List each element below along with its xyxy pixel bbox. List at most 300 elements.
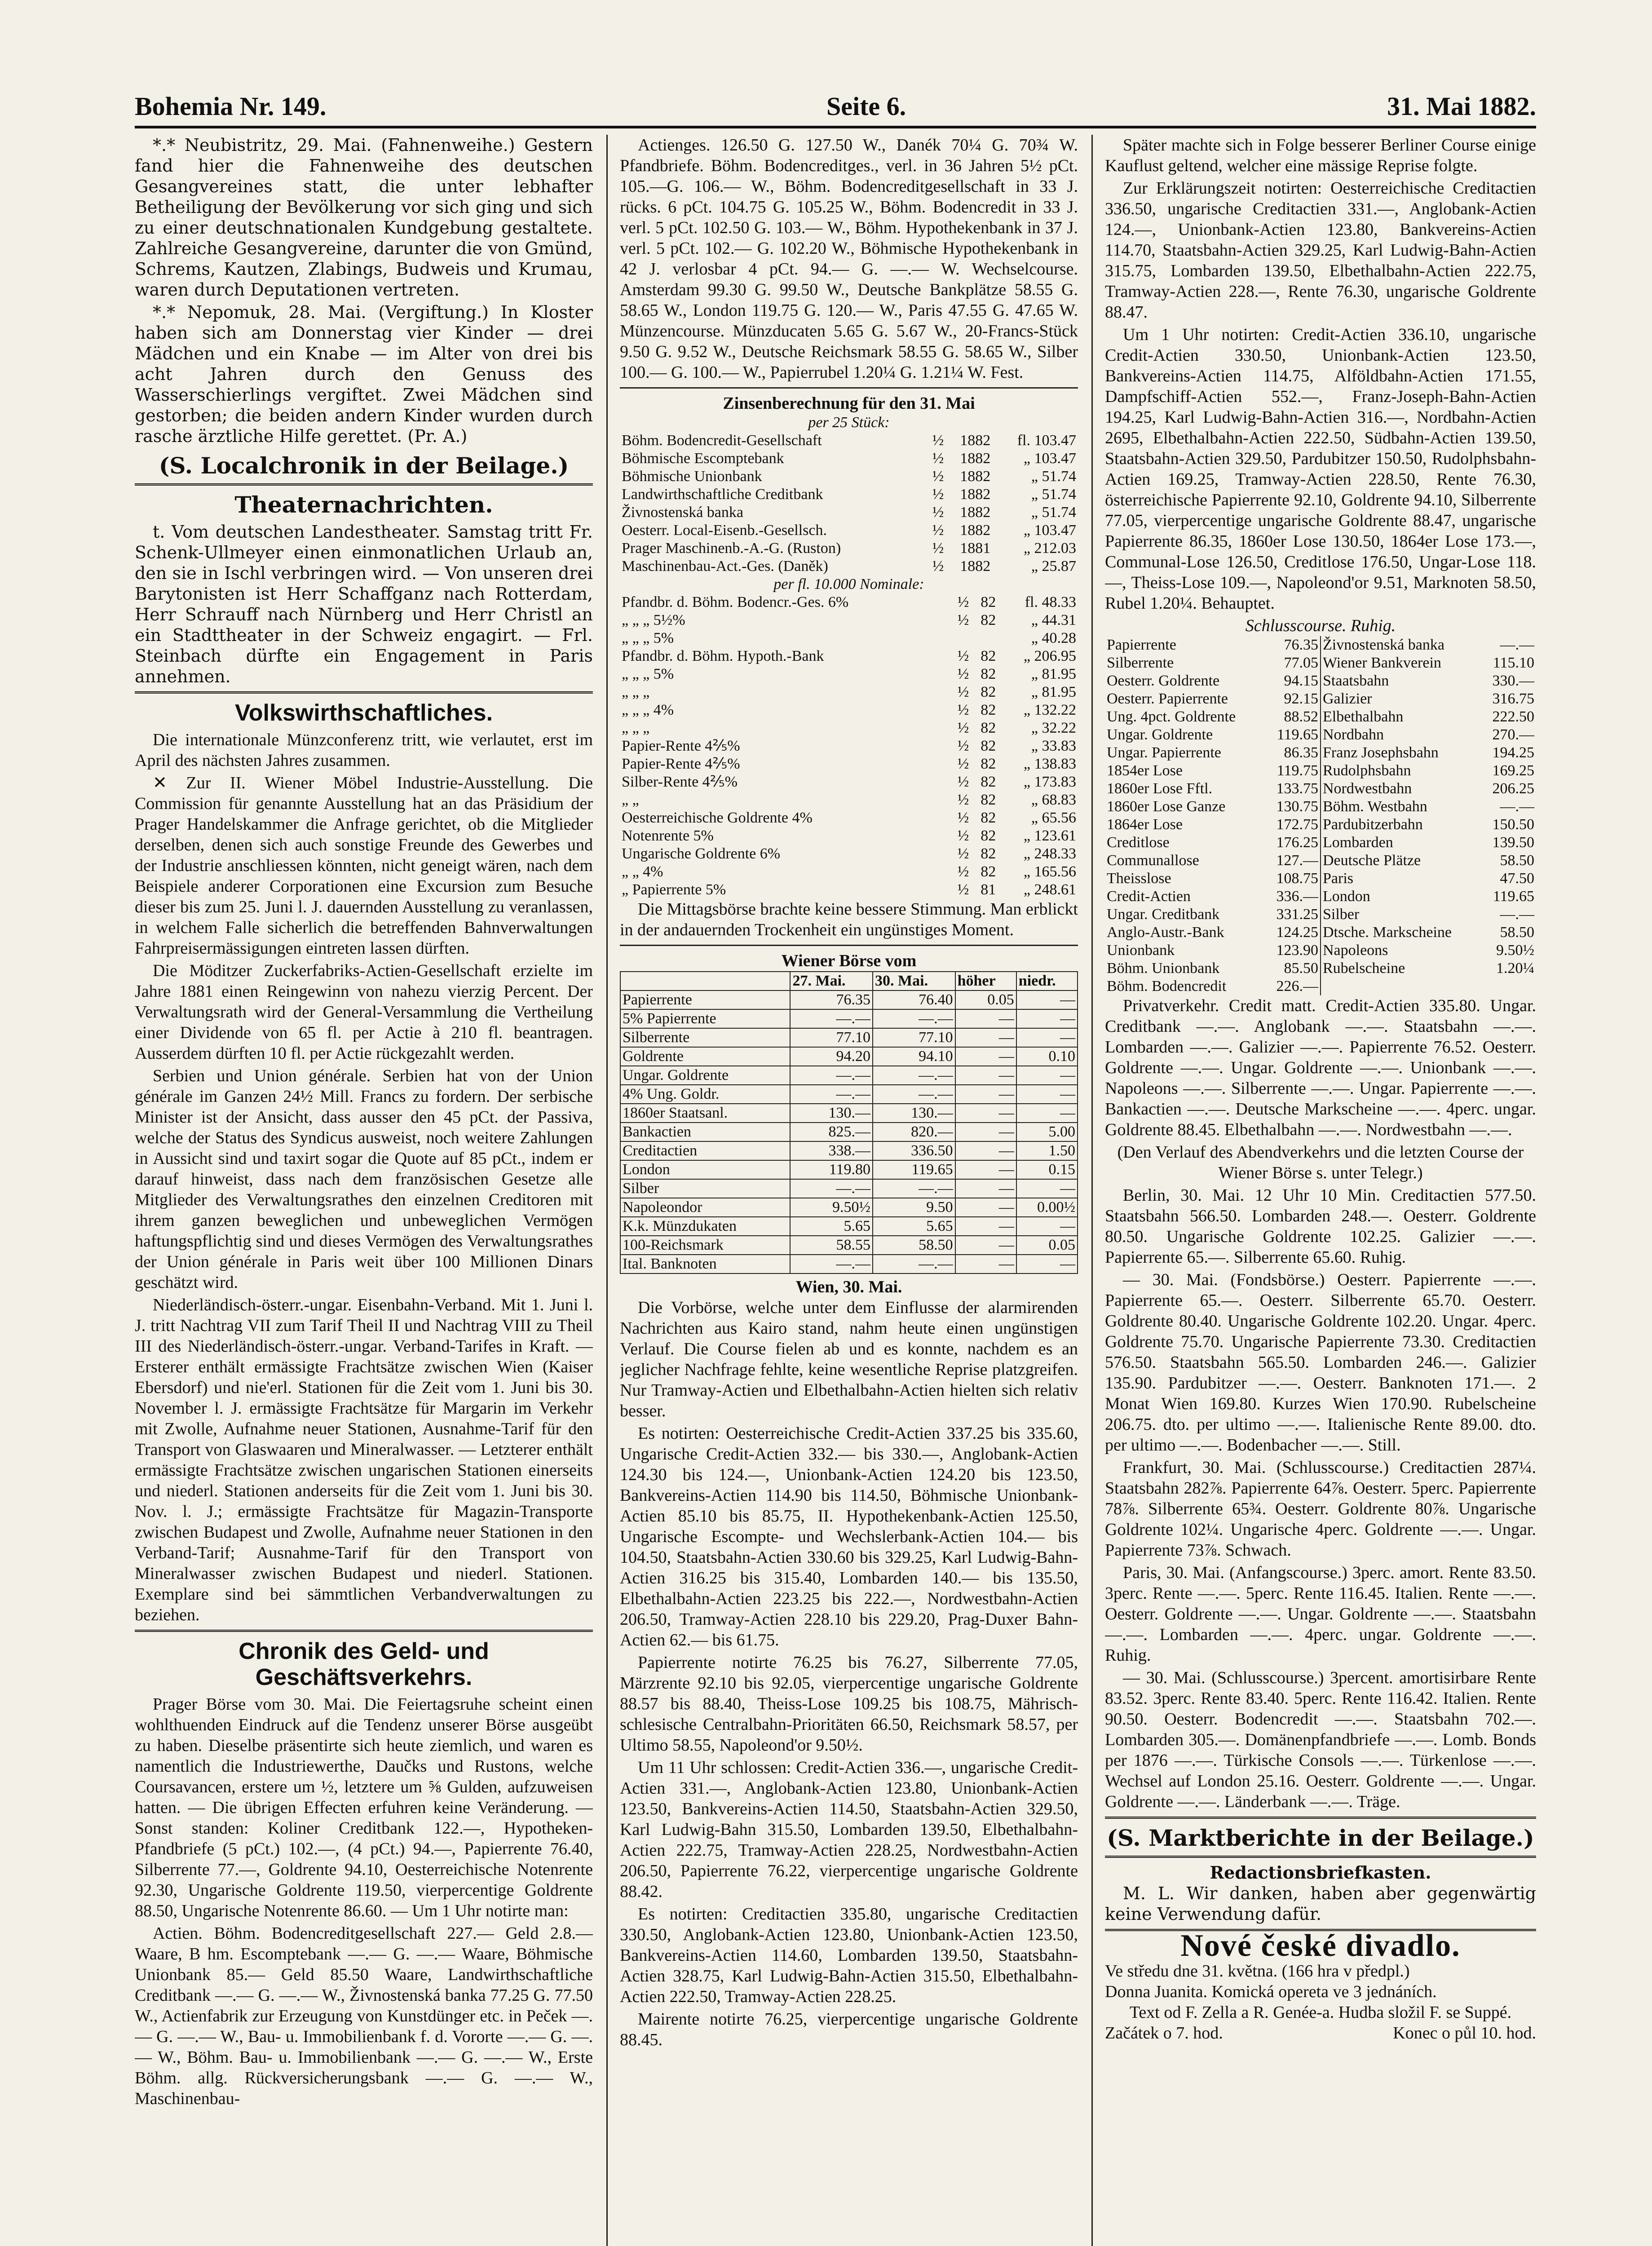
table-row xyxy=(620,1066,1078,1085)
theatre-ad-line: Donna Juanita. Komická opereta ve 3 jednáních. xyxy=(1105,1982,1437,2001)
table-cell: Silberrente xyxy=(1107,654,1174,671)
table-cell: 119.65 xyxy=(873,1160,955,1179)
table-cell: 130.— xyxy=(873,1104,955,1123)
table-cell: ½ xyxy=(957,666,969,682)
table-cell: 108.75 xyxy=(1265,870,1321,888)
table-cell: 130.— xyxy=(790,1104,873,1123)
table-cell: 5.65 xyxy=(790,1217,873,1236)
table-cell: 9.50½ xyxy=(790,1198,873,1217)
table-cell: Oesterr. Local-Eisenb.-Gesellsch. xyxy=(622,522,827,539)
table-cell: 82 xyxy=(981,684,996,700)
berlin-text: Berlin, 30. Mai. 12 Uhr 10 Min. Creditactien 577.50. Staatsbahn 566.50. Lombarden 248.—. Oesterr. Goldrente 80.50. Ungarische Goldrente 102.25. Galizier —.—. Papierrente 65.—. Silberrente 65.60. Ruhig. xyxy=(1105,1186,1536,1267)
table-cell: — xyxy=(955,1028,1016,1047)
table-cell: 150.50 xyxy=(1492,816,1534,833)
table-row xyxy=(1105,708,1536,726)
table-cell: 1860er Staatsanl. xyxy=(620,1104,790,1123)
table-row xyxy=(620,1236,1078,1255)
column-1 xyxy=(135,135,593,2246)
table-cell: — xyxy=(955,1141,1016,1160)
zinsen-row xyxy=(620,611,1078,629)
table-row xyxy=(620,1179,1078,1198)
table-cell: Papier-Rente 4⅖% xyxy=(622,738,740,754)
table-cell: 94.15 xyxy=(1265,672,1321,690)
table-cell: ½ xyxy=(932,432,944,449)
table-row xyxy=(1105,942,1536,959)
table-cell: Wiener Bankverein xyxy=(1323,654,1441,671)
table-row xyxy=(1105,852,1536,870)
table-cell: ½ xyxy=(932,504,944,521)
boerse-paragraph: Zur Erklärungszeit notirten: Oesterreichische Creditactien 336.50, ungarische Creditactien 331.—, Anglobank-Actien 124.—, Unionbank-Actien 123.80, Bankvereins-Actien 114.70, Staatsbahn-Actien 329.25, Karl Ludwig-Bahn-Actien 315.75, Lombarden 139.50, Elbethalbahn-Actien 222.75, Tramway-Actien 228.—, Rente 76.30, ungarische Goldrente 88.47. xyxy=(1105,179,1536,322)
theater-text: t. Vom deutschen Landestheater. Samstag tritt Fr. Schenk-Ullmeyer einen einmonatlichen Urlaub an, den sie in Ischl verbringen wird. — Von unseren drei Barytonisten ist Herr Schaffganz nach Rotterdam, Herr Schrauff nach Nürnberg und Herr Christl an ein Stadttheater in der Schweiz engagirt. — Frl. Steinbach dürfte ein Engagement in Paris annehmen. xyxy=(135,522,593,686)
table-cell: London xyxy=(620,1160,790,1179)
table-cell: „ 165.56 xyxy=(1023,863,1076,880)
table-cell: Staatsbahn xyxy=(1323,672,1389,689)
table-row xyxy=(1105,959,1536,977)
markt-ref: (S. Marktberichte in der Beilage.) xyxy=(1107,1825,1534,1851)
table-row xyxy=(1105,870,1536,888)
table-cell: — xyxy=(955,1160,1016,1179)
table-row xyxy=(620,1198,1078,1217)
wien-paragraph: Es notirten: Creditactien 335.80, ungarische Creditactien 330.50, Anglobank-Actien 123.80, Unionbank-Actien 123.50, Bankvereins-Actien 114.60, Lombarden 139.50, Staatsbahn-Actien 328.75, Karl Ludwig-Bahn-Actien 315.50, Elbethalbahn-Actien 222.50, Tramway-Actien 228.25. xyxy=(620,1905,1078,2006)
table-cell: 1860er Lose Fftl. xyxy=(1107,780,1213,797)
table-row xyxy=(1105,672,1536,690)
table-cell: 76.35 xyxy=(790,990,873,1009)
table-cell: ½ xyxy=(957,738,969,754)
table-cell: Papier-Rente 4⅖% xyxy=(622,756,740,772)
table-row xyxy=(620,1009,1078,1028)
table-cell: 94.20 xyxy=(790,1047,873,1066)
table-cell: 1882 xyxy=(960,468,991,485)
table-cell: 9.50½ xyxy=(1496,942,1534,959)
table-cell: — xyxy=(1016,1028,1078,1047)
table-row xyxy=(1105,726,1536,744)
table-cell: Credit-Actien xyxy=(1107,888,1191,905)
table-cell: Böhm. Westbahn xyxy=(1323,798,1427,815)
table-cell: Theisslose xyxy=(1107,870,1171,887)
table-cell: „ 51.74 xyxy=(1031,486,1076,503)
zinsen-row xyxy=(620,450,1078,468)
table-cell: „ „ „ 5% xyxy=(622,666,674,682)
table-cell: Pfandbr. d. Böhm. Hypoth.-Bank xyxy=(622,648,824,664)
table-cell: 123.90 xyxy=(1265,942,1321,959)
table-row xyxy=(1105,906,1536,924)
table-cell: Rubelscheine xyxy=(1323,960,1405,977)
table-cell: „ „ „ 4% xyxy=(622,702,674,718)
wiener-boerse-table xyxy=(620,971,1078,1274)
table-cell: 82 xyxy=(981,612,996,628)
table-cell: Rudolphsbahn xyxy=(1323,762,1411,779)
table-cell: 88.52 xyxy=(1265,708,1321,726)
table-cell: Ungar. Papierrente xyxy=(1107,744,1221,761)
table-cell: 9.50 xyxy=(873,1198,955,1217)
header-center: Seite 6. xyxy=(826,92,906,121)
table-cell: „ 40.28 xyxy=(1031,630,1076,646)
table-cell: „ „ „ xyxy=(622,684,650,700)
table-row xyxy=(620,1028,1078,1047)
table-cell: „ „ xyxy=(622,791,639,808)
table-row xyxy=(620,990,1078,1009)
table-cell: fl. 48.33 xyxy=(1025,594,1076,610)
table-cell: Galizier xyxy=(1323,690,1372,707)
table-row xyxy=(620,1255,1078,1273)
berlin-text: — 30. Mai. (Fondsbörse.) Oesterr. Papierrente —.—. Papierrente 65.—. Oesterr. Silberrente 65.70. Oesterr. Goldrente 80.40. Ungarische Goldrente 102.20. Ungar. 4perc. Goldrente 75.70. Ungarische Papierrente 73.30. Creditactien 576.50. Staatsbahn 565.50. Lombarden 246.—. Galizier 135.90. Pardubitzer —.—. Oesterr. Banknoten 171.—. 2 Monat Wien 169.80. Kurzes Wien 170.90. Rubelscheine 206.75. dto. per ultimo —.—. Italienische Rente 89.00. dto. per ultimo —.—. Bodenbacher —.—. Still. xyxy=(1105,1270,1536,1455)
zinsen-row xyxy=(620,593,1078,611)
table-cell: „ „ 4% xyxy=(622,863,663,880)
table-cell: 81 xyxy=(981,881,996,898)
table-cell xyxy=(1481,977,1536,995)
table-cell: 82 xyxy=(981,791,996,808)
mittags-text: Die Mittagsbörse brachte keine bessere Stimmung. Man erblickt in der andauernden Trockenheit ein ungünstiges Moment. xyxy=(620,900,1078,939)
table-cell: 115.10 xyxy=(1493,654,1534,671)
table-cell: Böhmische Unionbank xyxy=(622,468,762,485)
table-cell: Napoleondor xyxy=(620,1198,790,1217)
table-cell: „ Papierrente 5% xyxy=(622,881,726,898)
table-cell xyxy=(949,629,971,647)
table-cell: Böhm. Bodencredit xyxy=(1107,978,1227,995)
table-cell: Papierrente xyxy=(1107,637,1176,653)
table-cell: — xyxy=(955,1123,1016,1141)
table-row xyxy=(1105,816,1536,834)
wien-paragraph: Papierrente notirte 76.25 bis 76.27, Silberrente 77.05, Märzrente 92.10 bis 92.05, vierpercentige ungarische Goldrente 88.57 bis 88.40, Theiss-Lose 109.25 bis 108.75, Mährisch-schlesische Centralbahn-Prioritäten 66.50, Reichsmark 58.57, per Ultimo 58.55, Napoleond'or 9.50½. xyxy=(620,1653,1078,1755)
table-cell: — xyxy=(955,1009,1016,1028)
table-cell: —.— xyxy=(873,1179,955,1198)
table-cell: 0.10 xyxy=(1016,1047,1078,1066)
table-cell: K.k. Münzdukaten xyxy=(620,1217,790,1236)
table-cell: 77.10 xyxy=(873,1028,955,1047)
zinsen-row xyxy=(620,432,1078,450)
table-cell: „ 51.74 xyxy=(1031,468,1076,485)
zinsen-row xyxy=(620,683,1078,701)
frankfurt-text: Frankfurt, 30. Mai. (Schlusscourse.) Creditactien 287¼. Staatsbahn 282⅞. Papierrente 64⅞. Oesterr. 5perc. Papierrente 78⅞. Silberrente 65¾. Oesterr. Goldrente 80⅞. Ungarische Goldrente 102¼. Ungarische 4perc. Goldrente —.—. Ungar. Papierrente 73⅞. Schwach. xyxy=(1105,1458,1536,1560)
table-cell: Communallose xyxy=(1107,852,1199,869)
privat-text: Privatverkehr. Credit matt. Credit-Actien 335.80. Ungar. Creditbank —.—. Anglobank —.—. Staatsbahn —.—. Lombarden —.—. Galizier —.—. Papierrente 76.52. Oesterr. Goldrente —.—. Ungar. Goldrente —.—. Unionbank —.—. Napoleons —.—. Silberrente —.—. Ungar. Papierrente —.—. Bankactien —.—. Deutsche Markscheine —.—. 4perc. ungar. Goldrente 88.45. Elbethalbahn —.—. Nordwestbahn —.—. xyxy=(1105,996,1536,1139)
theatre-ad-times xyxy=(1105,2023,1536,2043)
table-cell: — xyxy=(955,1198,1016,1217)
table-cell: ½ xyxy=(932,522,944,539)
table-cell: 124.25 xyxy=(1265,924,1321,942)
table-cell: 1.50 xyxy=(1016,1141,1078,1160)
table-cell: 86.35 xyxy=(1265,744,1321,762)
table-cell: ½ xyxy=(957,827,969,844)
table-cell: Notenrente 5% xyxy=(622,827,714,844)
table-row xyxy=(620,1085,1078,1104)
table-cell: ½ xyxy=(932,468,944,485)
table-cell: —.— xyxy=(1500,637,1534,653)
table-cell: „ 248.33 xyxy=(1023,845,1076,862)
table-cell: — xyxy=(955,1066,1016,1085)
zinsen-table xyxy=(620,432,1078,575)
table-cell: 1854er Lose xyxy=(1107,762,1183,779)
zinsen-row xyxy=(620,719,1078,737)
table-cell: London xyxy=(1323,888,1370,905)
table-cell: Böhm. Unionbank xyxy=(1107,960,1220,977)
table-header-row xyxy=(620,972,1078,990)
table-cell: Dtsche. Markscheine xyxy=(1323,924,1452,941)
table-cell: Anglo-Austr.-Bank xyxy=(1107,924,1224,941)
table-cell: ½ xyxy=(932,450,944,467)
table-cell: Franz Josephsbahn xyxy=(1323,744,1439,761)
table-cell: 222.50 xyxy=(1492,708,1534,725)
table-cell: 139.50 xyxy=(1492,834,1534,851)
wien-paragraph: Um 11 Uhr schlossen: Credit-Actien 336.—, ungarische Credit-Actien 331.—, Anglobank-Actien 123.80, Unionbank-Actien 123.50, Bankvereins-Actien 114.50, Staatsbahn-Actien 329.50, Karl Ludwig-Bahn 315.50, Lombarden 139.50, Elbethalbahn-Actien 222.75, Tramway-Actien 228.25, Nordwestbahn-Actien 206.50, Papierrente 76.22, vierpercentige ungarische Goldrente 88.42. xyxy=(620,1758,1078,1901)
table-cell: 1882 xyxy=(960,522,991,539)
table-cell: 82 xyxy=(981,648,996,664)
table-cell: Oesterr. Papierrente xyxy=(1107,690,1228,707)
table-cell: „ 33.83 xyxy=(1031,738,1076,754)
table-cell: ½ xyxy=(957,845,969,862)
table-cell: Ungarische Goldrente 6% xyxy=(622,845,781,862)
paris-text: Paris, 30. Mai. (Anfangscourse.) 3perc. amort. Rente 83.50. 3perc. Rente —.—. 5perc. Rente 116.45. Italien. Rente —.—. Oesterr. Goldrente —.—. Ungar. Goldrente —.—. Staatsbahn —.—. Lombarden —.—. 4perc. ungar. Goldrente —.—. Ruhig. xyxy=(1105,1563,1536,1665)
table-cell: — xyxy=(955,1217,1016,1236)
table-cell: „ 65.56 xyxy=(1031,809,1076,826)
column-header: 30. Mai. xyxy=(873,972,955,990)
table-cell: Silber xyxy=(620,1179,790,1198)
table-cell: Ung. 4pct. Goldrente xyxy=(1107,708,1236,725)
zinsen-row xyxy=(620,737,1078,755)
table-cell: 1882 xyxy=(960,504,991,521)
table-cell: 58.50 xyxy=(1500,924,1534,941)
zinsen-row xyxy=(620,539,1078,557)
zinsen-row xyxy=(620,809,1078,827)
end-time: Konec o půl 10. hod. xyxy=(1393,2024,1536,2043)
table-cell: 47.50 xyxy=(1500,870,1534,887)
table-cell: — xyxy=(1016,1009,1078,1028)
table-cell: „ 206.95 xyxy=(1023,648,1076,664)
table-cell: 331.25 xyxy=(1265,906,1321,924)
redaction-text: M. L. Wir danken, haben aber gegenwärtig keine Verwendung dafür. xyxy=(1105,1883,1536,1924)
table-cell: 82 xyxy=(981,702,996,718)
table-cell: — xyxy=(1016,1255,1078,1273)
volks-heading: Volkswirthschaftliches. xyxy=(234,700,493,726)
wien-paragraph: Es notirten: Oesterreichische Credit-Actien 337.25 bis 335.60, Ungarische Credit-Actien 332.— bis 330.—, Anglobank-Actien 124.30 bis 124.—, Unionbank-Actien 124.20 bis 123.50, Bankvereins-Actien 114.90 bis 114.50, Böhmische Unionbank-Actien 85.10 bis 85.75, II. Hypothekenbank-Actien 125.50, Ungarische Escompte- und Wechslerbank-Actien 104.— bis 104.50, Staatsbahn-Actien 330.60 bis 329.25, Karl Ludwig-Bahn-Actien 316.25 bis 315.40, Lombarden 140.— bis 135.50, Elbethalbahn-Actien 223.25 bis 222.—, Nordwestbahn-Actien 206.50, Tramway-Actien 228.10 bis 229.20, Prag-Duxer Bahn-Actien 62.— bis 61.75. xyxy=(620,1424,1078,1649)
paris-text: — 30. Mai. (Schlusscourse.) 3percent. amortisirbare Rente 83.52. 3perc. Rente 83.40. 5perc. Rente 116.42. Italien. Rente 90.50. Oesterr. Bodencredit —.—. Staatsbahn 702.—. Lombarden 305.—. Domänenpfandbriefe —.—. Lomb. Bonds per 1876 —.—. Türkische Consols —.—. Türkenlose —.—. Wechsel auf London 25.16. Oesterr. Goldrente —.—. Ungar. Goldrente —.—. Länderbank —.—. Träge. xyxy=(1105,1668,1536,1811)
table-cell: 82 xyxy=(981,827,996,844)
table-row xyxy=(620,1123,1078,1141)
column-divider xyxy=(606,135,608,2246)
table-cell: 77.05 xyxy=(1265,654,1321,672)
table-cell: Deutsche Plätze xyxy=(1323,852,1421,869)
table-cell: Unionbank xyxy=(1107,942,1175,959)
table-cell: — xyxy=(955,1236,1016,1255)
volks-paragraph: ✕ Zur II. Wiener Möbel Industrie-Ausstellung. Die Commission für genannte Ausstellung hat an das Präsidium der Prager Handelskammer die Anfrage gerichtet, ob die Mitglieder derselben, denen sich auch sonstige Freunde des Gewerbes und der Industrie anschliessen könnten, nicht geneigt wären, nach dem Beispiele anderer Corporationen eine Excursion zum Besuche dieser bis zum 25. Juni l. J. dauernden Ausstellung zu veranlassen, in welchem Falle sicherlich die betreffenden Bahnverwaltungen Fahrpreisermässigungen eintreten lassen dürften. xyxy=(135,774,593,958)
table-cell: ½ xyxy=(957,720,969,736)
table-cell: Silberrente xyxy=(620,1028,790,1047)
wien-heading: Wien, 30. Mai. xyxy=(795,1278,902,1296)
table-row xyxy=(620,1141,1078,1160)
table-cell: Elbethalbahn xyxy=(1323,708,1404,725)
zinsen-row xyxy=(620,845,1078,863)
table-row xyxy=(1105,744,1536,762)
table-cell: Ungar. Creditbank xyxy=(1107,906,1220,923)
table-row xyxy=(1105,762,1536,780)
zinsen-row xyxy=(620,486,1078,504)
schluss-heading: Schlusscourse. Ruhig. xyxy=(1245,616,1396,635)
table-cell: 226.— xyxy=(1265,977,1321,995)
table-cell: ½ xyxy=(957,881,969,898)
table-cell: 336.— xyxy=(1265,888,1321,906)
start-time: Začátek o 7. hod. xyxy=(1105,2024,1223,2043)
table-cell: 1882 xyxy=(960,558,991,575)
table-cell: „ 81.95 xyxy=(1031,684,1076,700)
theatre-ad-line: Text od F. Zella a R. Genée-a. Hudba složil F. se Suppé. xyxy=(1129,2003,1512,2022)
table-cell: Silber xyxy=(1323,906,1360,923)
table-row xyxy=(1105,798,1536,816)
table-cell xyxy=(1321,977,1481,995)
chronik-paragraph: Prager Börse vom 30. Mai. Die Feiertagsruhe scheint einen wohlthuenden Eindruck auf die Tendenz unserer Börse ausgeübt zu haben. Dieselbe präsentirte sich heute ziemlich, und waren es namentlich die Industriewerthe, Daučks und Rustons, welche Coursavancen, erstere um ½, letztere um ⅝ Gulden, aufzuweisen hatten. — Die übrigen Effecten erfuhren keine Veränderung. — Sonst standen: Koliner Creditbank 122.—, Hypotheken-Pfandbriefe (5 pCt.) 102.—, (4 pCt.) 94.—, Papierrente 76.40, Silberrente 77.—, Goldrente 94.10, Oesterreichische Notenrente 92.30, Ungarische Goldrente 119.50, vierpercentige Goldrente 88.50, Ungarische Notenrente 86.60. — Um 1 Uhr notirte man: xyxy=(135,1695,593,1920)
table-cell: „ „ „ xyxy=(622,720,650,736)
table-cell: 58.55 xyxy=(790,1236,873,1255)
table-cell: — xyxy=(1016,1085,1078,1104)
table-cell: 1882 xyxy=(960,450,991,467)
table-cell: Oesterr. Goldrente xyxy=(1107,672,1220,689)
table-cell: ½ xyxy=(957,809,969,826)
zinsen-row xyxy=(620,881,1078,899)
table-cell: 119.75 xyxy=(1265,762,1321,780)
table-cell: 76.40 xyxy=(873,990,955,1009)
header-right: 31. Mai 1882. xyxy=(1387,92,1536,121)
zinsen-subheading: per 25 Stück: xyxy=(808,414,890,431)
table-cell: —.— xyxy=(873,1066,955,1085)
table-cell: Živnostenská banka xyxy=(1323,637,1444,653)
table-row xyxy=(1105,977,1536,995)
table-cell: —.— xyxy=(790,1009,873,1028)
table-cell: 1881 xyxy=(960,540,991,557)
table-cell: ½ xyxy=(957,594,969,610)
table-cell: 82 xyxy=(981,738,996,754)
table-cell: 119.65 xyxy=(1493,888,1534,905)
table-cell xyxy=(971,629,998,647)
table-cell: 92.15 xyxy=(1265,690,1321,708)
zinsen-row xyxy=(620,522,1078,539)
table-cell: 58.50 xyxy=(873,1236,955,1255)
table-cell: — xyxy=(1016,1104,1078,1123)
table-cell: „ 44.31 xyxy=(1031,612,1076,628)
table-cell: Silber-Rente 4⅖% xyxy=(622,774,738,790)
table-cell: ½ xyxy=(957,612,969,628)
table-cell: 338.— xyxy=(790,1141,873,1160)
table-cell: 58.50 xyxy=(1500,852,1534,869)
table-cell: Živnostenská banka xyxy=(622,504,743,521)
boerse-paragraph: Später machte sich in Folge besserer Berliner Course einige Kauflust geltend, welcher eine mässige Reprise folgte. xyxy=(1105,136,1536,175)
table-cell: 76.35 xyxy=(1265,636,1321,654)
table-cell: — xyxy=(955,1085,1016,1104)
boerse-paragraph: Um 1 Uhr notirten: Credit-Actien 336.10, ungarische Credit-Actien 330.50, Unionbank-Actien 123.50, Bankvereins-Actien 114.75, Alföldbahn-Actien 171.55, Dampfschiff-Actien 552.—, Franz-Joseph-Bahn-Actien 194.25, Karl Ludwig-Bahn-Actien 316.—, Nordbahn-Actien 2695, Elbethalbahn-Actien 222.50, Südbahn-Actien 139.50, Staatsbahn-Actien 329.50, Pardubitzer 150.50, Rudolphsbahn-Actien 169.25, Tramway-Actien 228.50, Rente 76.30, österreichische Papierrente 92.10, Goldrente 94.10, Silberrente 77.05, vierpercentige ungarische Goldrente 88.47, ungarische Papierrente 86.35, 1860er Lose 130.50, 1864er Lose 173.—, Communal-Lose 126.50, Creditlose 176.50, Ungar-Lose 118.—, Theiss-Lose 109.—, Napoleond'or 9.51, Marknoten 58.50, Rubel 1.20¼. Behauptet. xyxy=(1105,325,1536,613)
theater-heading: Theaternachrichten. xyxy=(234,491,493,518)
zinsen-row xyxy=(620,557,1078,575)
table-cell: 1860er Lose Ganze xyxy=(1107,798,1226,815)
table-cell: — xyxy=(955,1047,1016,1066)
table-cell: Bankactien xyxy=(620,1123,790,1141)
table-cell: — xyxy=(1016,990,1078,1009)
article-nepomuk: *.* Nepomuk, 28. Mai. (Vergiftung.) In Kloster haben sich am Donnerstag vier Kinder — drei Mädchen und ein Knabe — im Alter von drei bis acht Jahren durch den Genuss des Wasserschierlings vergiftet. Zwei Mädchen sind gestorben; die beiden andern Kinder wurden durch rasche ärztliche Hilfe gerettet. (Pr. A.) xyxy=(135,302,593,446)
table-cell: Ungar. Goldrente xyxy=(620,1066,790,1085)
table-cell: 0.05 xyxy=(1016,1236,1078,1255)
table-row xyxy=(1105,636,1536,654)
table-cell: ½ xyxy=(932,558,944,575)
table-cell: —.— xyxy=(1500,798,1534,815)
zinsen-row xyxy=(620,773,1078,791)
table-cell: — xyxy=(1016,1217,1078,1236)
table-cell: ½ xyxy=(932,540,944,557)
table-cell: 206.25 xyxy=(1492,780,1534,797)
table-cell: 1864er Lose xyxy=(1107,816,1183,833)
volks-paragraph: Die internationale Münzconferenz tritt, wie verlautet, erst im April des nächsten Jahres zusammen. xyxy=(135,730,593,770)
table-cell: 5.00 xyxy=(1016,1123,1078,1141)
zinsen-row xyxy=(620,755,1078,773)
table-cell: ½ xyxy=(957,648,969,664)
table-cell: —.— xyxy=(1500,906,1534,923)
table-cell: ½ xyxy=(957,791,969,808)
table-cell: 5.65 xyxy=(873,1217,955,1236)
table-cell: 82 xyxy=(981,756,996,772)
theatre-ad-line: Ve středu dne 31. května. (166 hra v předpl.) xyxy=(1105,1962,1410,1981)
table-cell: 119.80 xyxy=(790,1160,873,1179)
zinsen-row xyxy=(620,863,1078,881)
table-cell: Ungar. Goldrente xyxy=(1107,726,1213,743)
table-row xyxy=(620,1160,1078,1179)
column-header: höher xyxy=(955,972,1016,990)
table-cell: „ „ „ 5% xyxy=(622,630,674,646)
table-cell: Creditactien xyxy=(620,1141,790,1160)
table-cell: „ 68.83 xyxy=(1031,791,1076,808)
table-cell: Goldrente xyxy=(620,1047,790,1066)
volks-paragraph: Die Möditzer Zuckerfabriks-Actien-Gesellschaft erzielte im Jahre 1881 einen Reingewinn von nahezu vierzig Percent. Der Verwaltungsrath wird der General-Versammlung die Vertheilung einer Dividende von 65 fl. per Actie à 210 fl. beantragen. Ausserdem dürften 10 fl. per Actie rückgezahlt werden. xyxy=(135,961,593,1063)
table-cell: Oesterreichische Goldrente 4% xyxy=(622,809,813,826)
table-cell: 169.25 xyxy=(1492,762,1534,779)
table-cell: — xyxy=(1016,1179,1078,1198)
wien-paragraph: Mairente notirte 76.25, vierpercentige ungarische Goldrente 88.45. xyxy=(620,2010,1078,2049)
table-cell: „ 103.47 xyxy=(1023,522,1076,539)
table-cell: 1882 xyxy=(960,486,991,503)
table-cell: „ „ „ 5½% xyxy=(622,612,685,628)
table-cell: 127.— xyxy=(1265,852,1321,870)
column-3 xyxy=(1105,135,1536,2246)
table-cell: 5% Papierrente xyxy=(620,1009,790,1028)
zinsen-table-2 xyxy=(620,593,1078,899)
table-cell: 82 xyxy=(981,594,996,610)
table-cell: Lombarden xyxy=(1323,834,1393,851)
zinsen-row xyxy=(620,504,1078,522)
table-cell: — xyxy=(1016,1066,1078,1085)
table-cell: ½ xyxy=(957,863,969,880)
table-cell: ½ xyxy=(957,702,969,718)
table-row xyxy=(1105,654,1536,672)
table-cell: 133.75 xyxy=(1265,780,1321,798)
wiener-boerse-heading: Wiener Börse vom xyxy=(781,951,917,970)
table-cell: 82 xyxy=(981,720,996,736)
header-left: Bohemia Nr. 149. xyxy=(135,92,327,121)
chronik-heading: Chronik des Geld- und Geschäftsverkehrs. xyxy=(239,1638,489,1690)
zinsen-row xyxy=(620,665,1078,683)
table-cell: ½ xyxy=(957,774,969,790)
volks-paragraph: Serbien und Union générale. Serbien hat von der Union générale im Ganzen 24½ Mill. Francs zu fordern. Der serbische Minister ist der Ansicht, dass ausser den 45 pCt. der Passiva, welche der Status des Syndicus ausweist, noch weitere Zahlungen in Aussicht sind und taxirt sogar die Quote auf 85 pCt., indem er darauf hinweist, dass nach dem französischen Gesetze alle Mitglieder des Verwaltungsrathes den einzelnen Creditoren mit ihrem ganzen beweglichen und unbeweglichen Vermögen haftungspflichtig sind und dieses Vermögen des Verwaltungsrathes der Union générale in Paris weit über 100 Millionen Dinars geschätzt wird. xyxy=(135,1066,593,1292)
zinsen-row xyxy=(620,647,1078,665)
table-cell: „ 32.22 xyxy=(1031,720,1076,736)
localchronik-ref: (S. Localchronik in der Beilage.) xyxy=(159,452,569,479)
zinsen-row xyxy=(620,701,1078,719)
table-cell: 194.25 xyxy=(1492,744,1534,761)
table-row xyxy=(620,1217,1078,1236)
wien-paragraph: Die Vorbörse, welche unter dem Einflusse der alarmirenden Nachrichten aus Kairo stand, nahm heute einen ungünstigen Verlauf. Die Course fielen ab und es konnte, nachdem es an jeglicher Nachfrage fehlte, keine wesentliche Reprise platzgreifen. Nur Tramway-Actien und Elbethalbahn-Actien hielten sich relativ besser. xyxy=(620,1298,1078,1420)
table-cell: 1882 xyxy=(960,432,991,449)
table-cell: 172.75 xyxy=(1265,816,1321,834)
table-cell: 176.25 xyxy=(1265,834,1321,852)
table-cell: ½ xyxy=(957,756,969,772)
zinsen-row xyxy=(620,791,1078,809)
table-cell: — xyxy=(955,1104,1016,1123)
zinsen-row xyxy=(620,827,1078,845)
table-cell: 94.10 xyxy=(873,1047,955,1066)
